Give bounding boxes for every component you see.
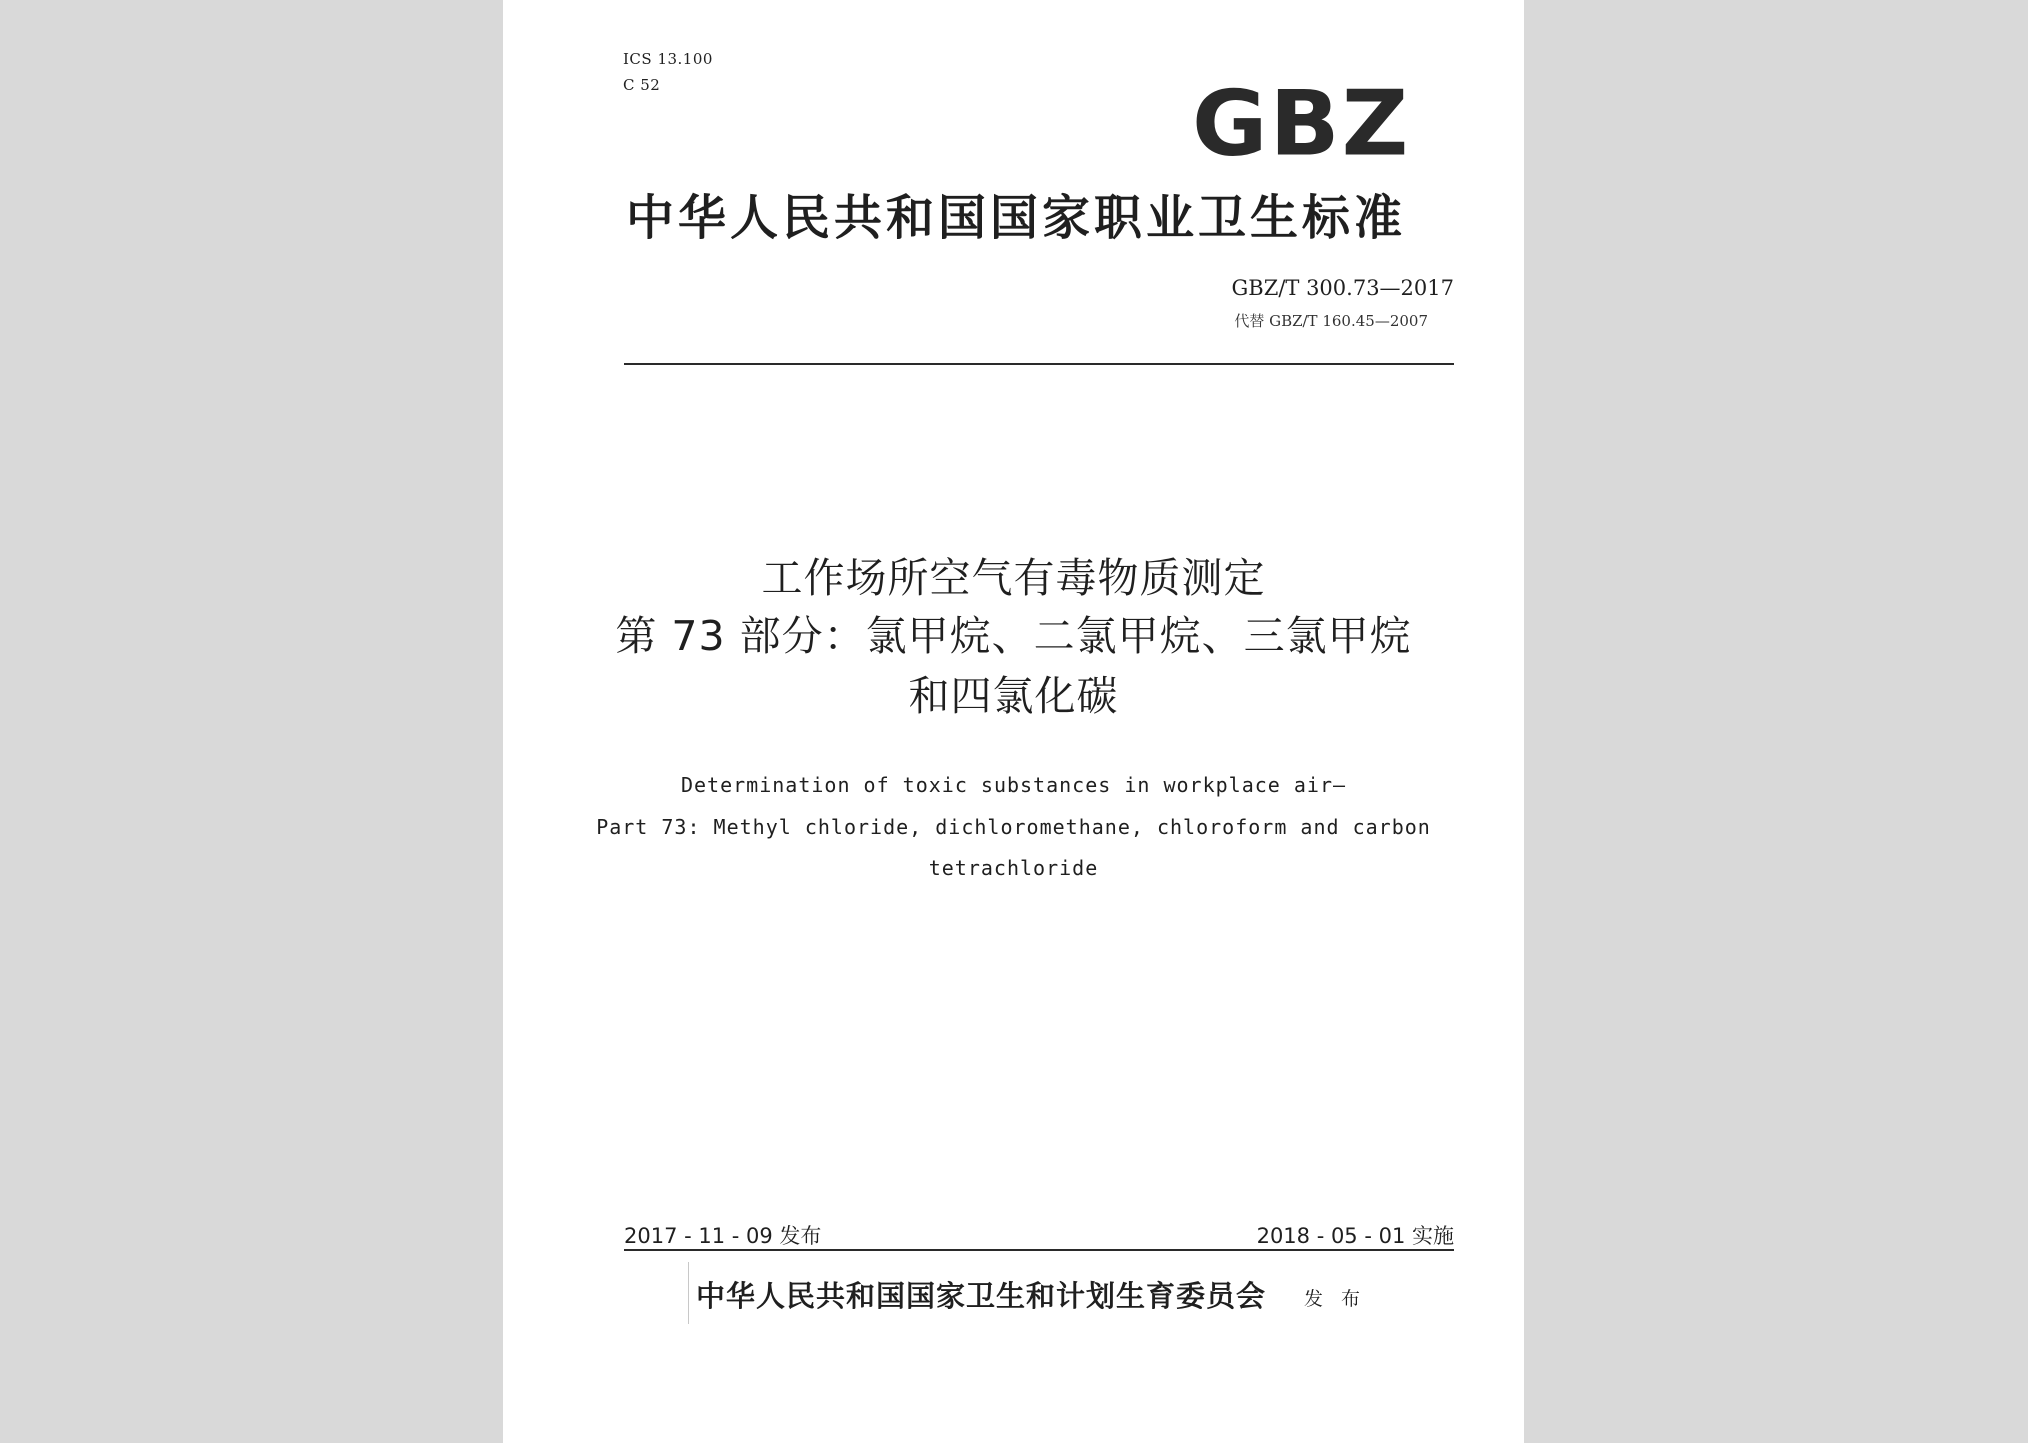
footer-vertical-divider [688,1262,689,1324]
standard-code: GBZ/T 300.73—2017 [1231,276,1454,300]
header-divider [624,363,1454,365]
publisher-name: 中华人民共和国国家卫生和计划生育委员会 [696,1279,1267,1313]
document-title-en-line1: Determination of toxic substances in workplace air— [680,773,1347,797]
effective-date: 2018 - 05 - 01 实施 [1256,1224,1454,1248]
document-page [503,0,1524,1443]
issue-date: 2017 - 11 - 09 发布 [624,1224,822,1248]
publish-label: 发 布 [1304,1288,1367,1310]
document-title-en-line3: tetrachloride [928,856,1099,880]
document-title-zh-line3: 和四氯化碳 [908,672,1119,720]
ics-code: ICS 13.100 [623,50,713,68]
footer-divider [624,1249,1454,1251]
document-title-zh-line1: 工作场所空气有毒物质测定 [761,554,1266,602]
standard-title: 中华人民共和国国家职业卫生标准 [626,190,1407,246]
document-title-en-line2: Part 73: Methyl chloride, dichloromethane, chloroform and carbon [596,815,1431,839]
gbz-logo: GBZ [1192,71,1411,177]
replaces-standard: 代替 GBZ/T 160.45—2007 [1234,312,1428,330]
ccs-code: C 52 [623,76,661,94]
document-title-zh-line2: 第 73 部分：氯甲烷、二氯甲烷、三氯甲烷 [615,612,1412,660]
